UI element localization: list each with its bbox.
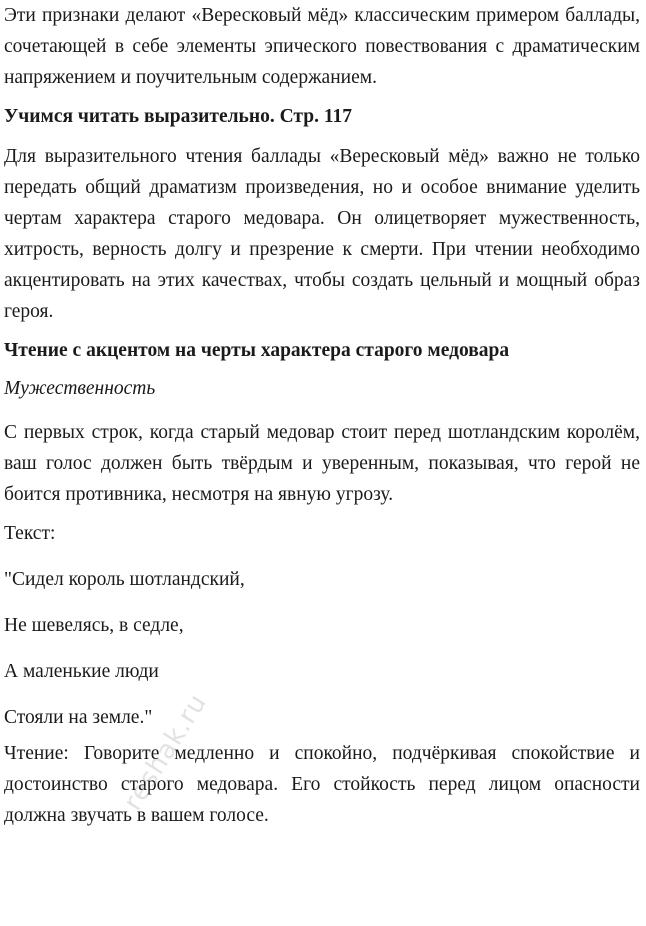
document-page <box>4 0 640 841</box>
intro-paragraph: Эти признаки делают «Вересковый мёд» классическим примером баллады, сочетающей в себе элементы эпического повествования с драматическим напряжением и поучительным содержанием. <box>4 5 640 88</box>
trait-label-courage: Мужественность <box>4 378 156 399</box>
text-label: Текст: <box>4 523 56 544</box>
verse-line: А маленькие люди <box>4 661 159 682</box>
expressive-reading-paragraph: Для выразительного чтения баллады «Вересковый мёд» важно не только передать общий драматизм произведения, но и особое внимание уделить чертам характера старого медовара. Он олицетворяет мужественность, хитрость, верность долгу и презрение к смерти. При чтении необходимо акцентировать на этих качествах, чтобы создать цельный и мощный образ героя. <box>4 146 640 322</box>
verse-line: Не шевелясь, в седле, <box>4 615 184 636</box>
reading-instruction-paragraph: Чтение: Говорите медленно и спокойно, подчёркивая спокойствие и достоинство старого медовара. Его стойкость перед лицом опасности должна звучать в вашем голосе. <box>4 743 640 826</box>
section-heading-expressive-reading: Учимся читать выразительно. Стр. 117 <box>4 106 353 127</box>
verse-line: "Сидел король шотландский, <box>4 569 245 590</box>
watermark: reshak.ru <box>118 688 214 816</box>
section-heading-character-traits: Чтение с акцентом на черты характера старого медовара <box>4 340 510 361</box>
courage-paragraph: С первых строк, когда старый медовар стоит перед шотландским королём, ваш голос должен быть твёрдым и уверенным, показывая, что герой не боится противника, несмотря на явную угрозу. <box>4 422 640 505</box>
verse-line: Стояли на земле." <box>4 707 153 728</box>
